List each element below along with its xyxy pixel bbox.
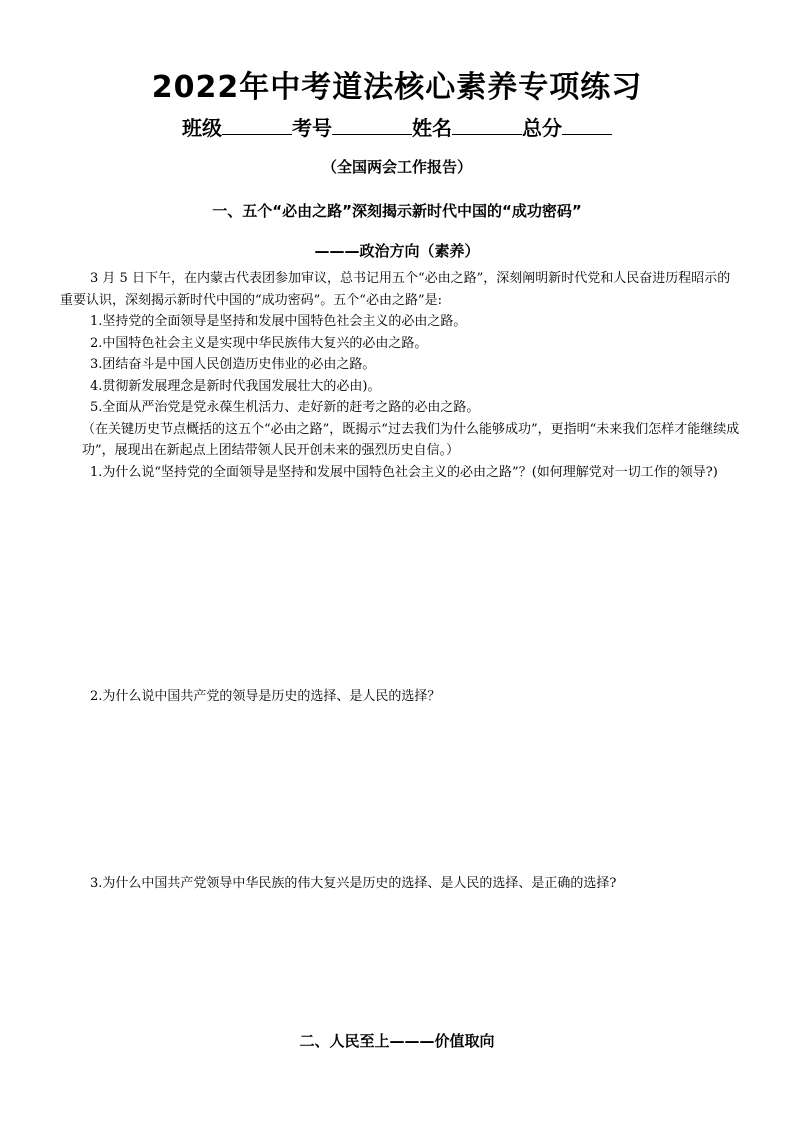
intro-paragraph: 3 月 5 日下午，在内蒙古代表团参加审议，总书记用五个“必由之路”，深刻阐明新时代党和人民奋进历程昭示的重要认识，深刻揭示新时代中国的“成功密码”。五个“必由之路”是: xyxy=(60,271,731,308)
list-item: 5.全面从严治党是党永葆生机活力、走好新的赶考之路的必由之路。 xyxy=(90,400,480,415)
class-blank[interactable] xyxy=(222,116,292,135)
class-label: 班级 xyxy=(182,116,222,140)
section1-heading: 一、五个“必由之路”深刻揭示新时代中国的“成功密码” xyxy=(212,202,582,220)
list-item: 2.中国特色社会主义是实现中华民族伟大复兴的必由之路。 xyxy=(90,335,428,351)
list-item: 1.坚持党的全面领导是坚持和发展中国特色社会主义的必由之路。 xyxy=(90,314,467,329)
question-3: 3.为什么中国共产党领导中华民族的伟大复兴是历史的选择、是人民的选择、是正确的选择? xyxy=(90,876,617,891)
subtitle: （全国两会工作报告） xyxy=(321,158,472,176)
section2-heading: 二、人民至上———价值取向 xyxy=(299,1032,495,1050)
section1-subheading: ———政治方向（素养） xyxy=(314,242,480,260)
exam-number-blank[interactable] xyxy=(332,116,412,135)
list-item: 4.贯彻新发展理念是新时代我国发展壮大的必由)。 xyxy=(90,378,381,394)
section1-body xyxy=(60,268,740,483)
student-info-line xyxy=(0,112,794,141)
name-blank[interactable] xyxy=(452,116,522,135)
question-1: 1.为什么说“坚持党的全面领导是坚持和发展中国特色社会主义的必由之路”？(如何理解党对一切工作的领导?) xyxy=(90,464,718,480)
question-2: 2.为什么说中国共产党的领导是历史的选择、是人民的选择？ xyxy=(90,689,441,704)
score-blank[interactable] xyxy=(562,116,612,135)
note-paragraph: （在关键历史节点概括的这五个“必由之路”，既揭示“过去我们为什么能够成功”，更指明“未来我们怎样才能继续成功”，展现出在新起点上团结带领人民开创未来的强烈历史自信。） xyxy=(82,421,740,458)
exam-number-label: 考号 xyxy=(292,116,332,140)
page-title: 2022年中考道法核心素养专项练习 xyxy=(151,70,643,105)
score-label: 总分 xyxy=(522,116,562,140)
name-label: 姓名 xyxy=(412,116,452,140)
list-item: 3.团结奋斗是中国人民创造历史伟业的必由之路。 xyxy=(90,357,376,372)
